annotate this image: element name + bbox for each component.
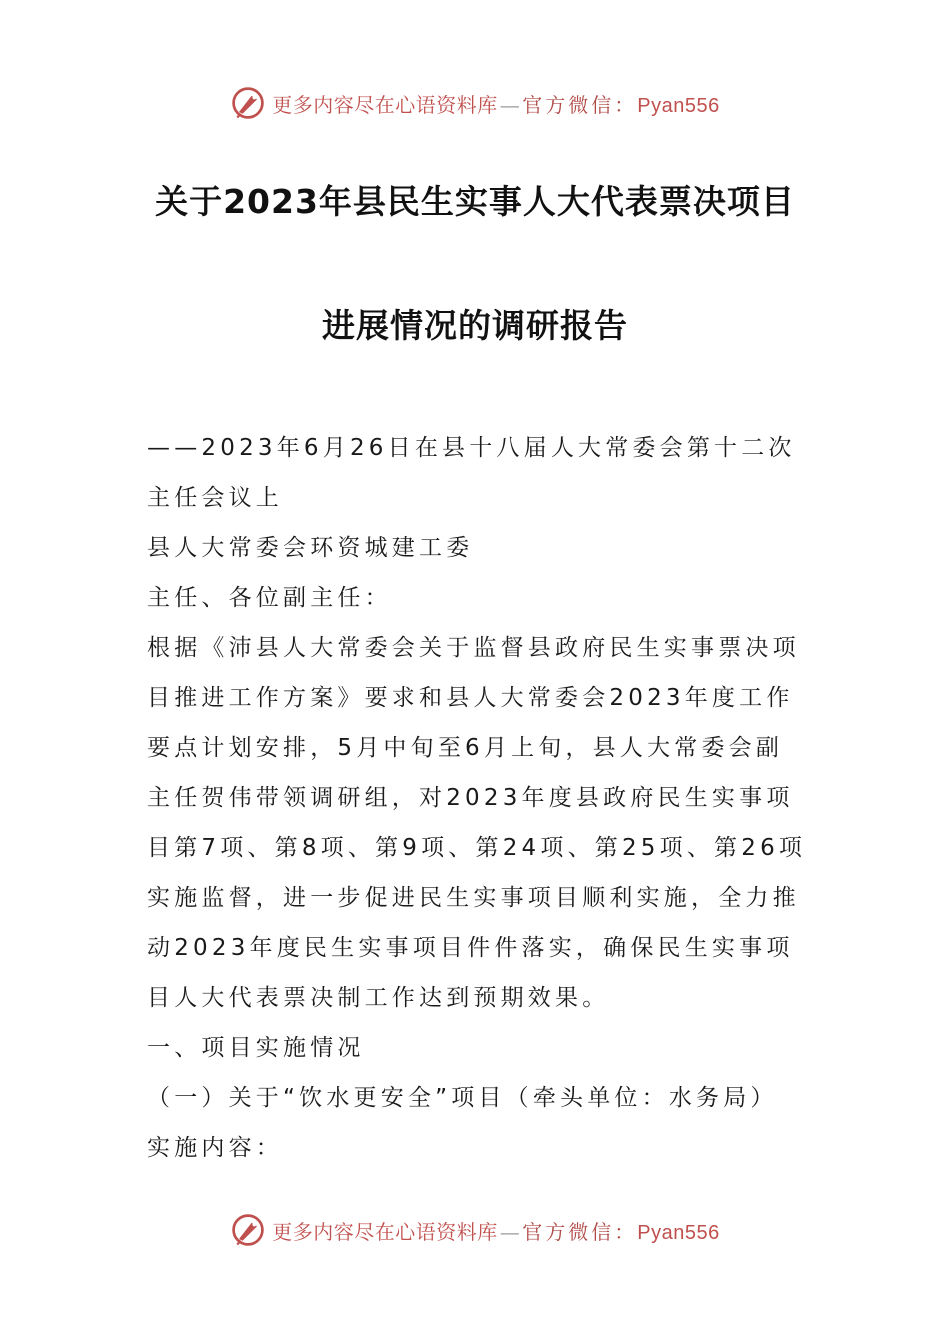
watermark-separator: — [499,1219,521,1244]
document-title-line-1: 关于2023年县民生实事人大代表票决项目 [155,182,795,221]
watermark-top [0,83,950,123]
pen-nib-logo-icon [230,1212,266,1248]
paragraph-intro: 根据《沛县人大常委会关于监督县政府民生实事票决项目推进工作方案》要求和县人大常委会2023年度工作要点计划安排，5月中旬至6月上旬，县人大常委会副主任贺伟带领调研组，对2023年度县政府民生实事项目第7项、第8项、第9项、第24项、第25项、第26项实施监督，进一步促进民生实事项目顺利实施，全力推动2023年度民生实事项目件件落实，确保民生实事项目人大代表票决制工作达到预期效果。 [147,635,807,1011]
meeting-subtitle: ——2023年6月26日在县十八届人大常委会第十二次主任会议上 [147,435,796,511]
watermark-bottom [0,1210,950,1250]
watermark-brand: 更多内容尽在心语资料库 [272,1219,498,1244]
subsection-heading: （一）关于“饮水更安全”项目（牵头单位：水务局） [147,1085,778,1111]
watermark-label: 官方微信： [522,92,638,117]
watermark-brand: 更多内容尽在心语资料库 [272,92,498,117]
pen-nib-logo-icon [230,85,266,121]
content-label: 实施内容： [147,1135,283,1161]
watermark-wechat-id: Pyan556 [637,1221,720,1244]
issuer-line: 县人大常委会环资城建工委 [147,535,474,561]
document-title-line-2: 进展情况的调研报告 [322,306,628,345]
section-heading: 一、项目实施情况 [147,1035,365,1061]
document-body [147,423,807,1173]
watermark-wechat-id: Pyan556 [637,94,720,117]
watermark-label: 官方微信： [522,1219,638,1244]
salutation: 主任、各位副主任： [147,585,392,611]
watermark-separator: — [499,92,521,117]
